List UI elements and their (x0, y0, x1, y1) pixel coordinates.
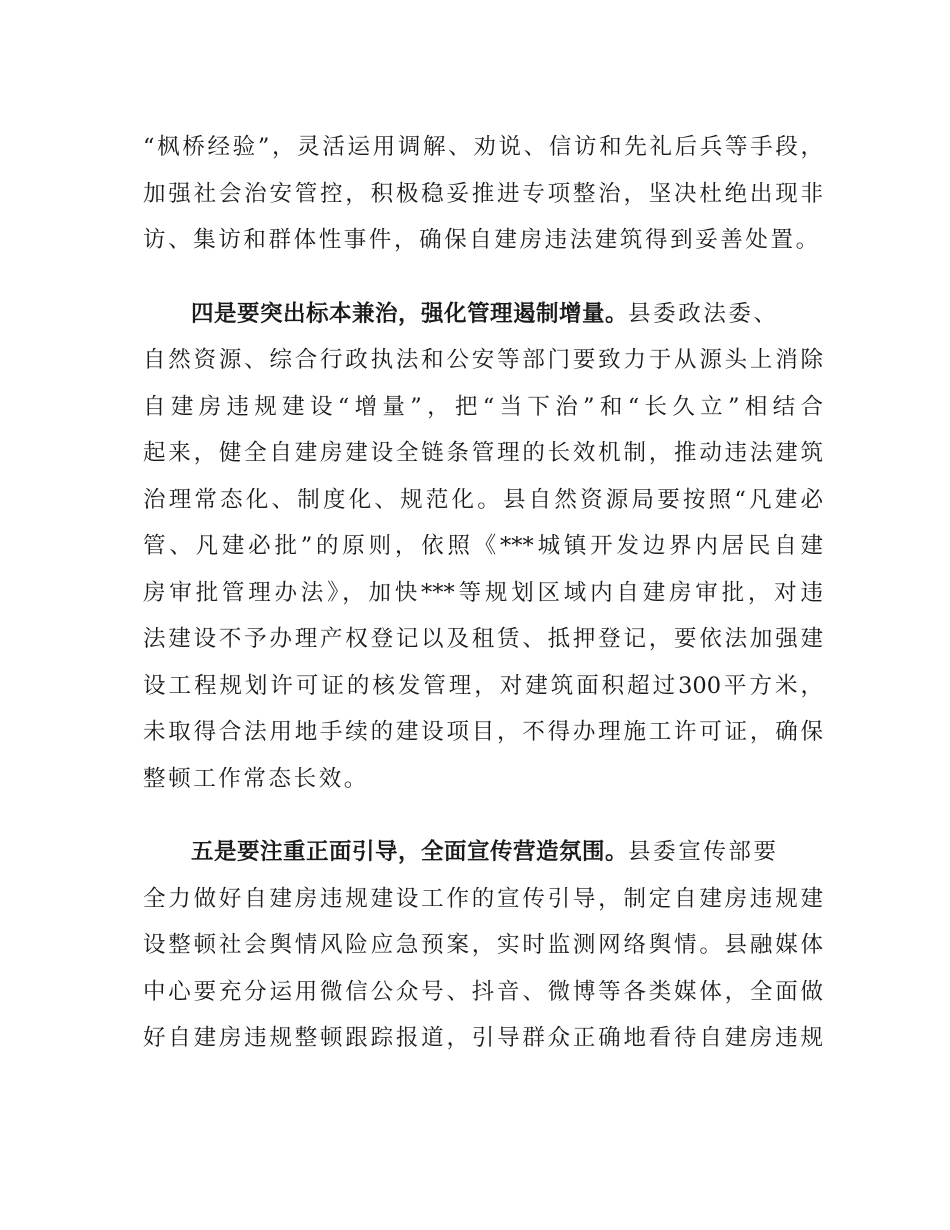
text-line: 房审批管理办法》，加快***等规划区域内自建房审批，对违 (143, 579, 823, 606)
paragraph-2 (143, 291, 823, 803)
paragraph-heading: 四是要突出标本兼治，强化管理遏制增量。 (191, 300, 629, 327)
document-page (143, 124, 823, 1062)
text-line: 整顿工作常态长效。 (143, 765, 369, 792)
text-line: 起来，健全自建房建设全链条管理的长效机制，推动违法建筑 (143, 440, 823, 466)
paragraph-3 (143, 829, 823, 1062)
text-line: “枫桥经验”，灵活运用调解、劝说、信访和先礼后兵等手段， (143, 134, 823, 160)
text-line: 设工程规划许可证的核发管理，对建筑面积超过300平方米， (143, 672, 823, 699)
text-line: 中心要充分运用微信公众号、抖音、微博等各类媒体，全面做 (143, 978, 823, 1005)
paragraph-heading: 五是要注重正面引导，全面宣传营造氛围。 (191, 839, 629, 865)
text-line: 好自建房违规整顿跟踪报道，引导群众正确地看待自建房违规 (143, 1025, 823, 1051)
text-line: 未取得合法用地手续的建设项目，不得办理施工许可证，确保 (143, 719, 823, 745)
text-line (143, 829, 823, 876)
heading-continuation: 县委宣传部要 (628, 839, 779, 865)
text-line: 管、凡建必批”的原则，依照《***城镇开发边界内居民自建 (143, 533, 823, 559)
text-line: 治理常态化、制度化、规范化。县自然资源局要按照“凡建必 (143, 486, 823, 513)
text-line (143, 291, 823, 338)
text-line: 访、集访和群体性事件，确保自建房违法建筑得到妥善处置。 (143, 227, 821, 253)
text-line: 加强社会治安管控，积极稳妥推进专项整治，坚决杜绝出现非 (143, 180, 823, 207)
text-line: 法建设不予办理产权登记以及租赁、抵押登记，要依法加强建 (143, 626, 823, 652)
text-line: 设整顿社会舆情风险应急预案，实时监测网络舆情。县融媒体 (143, 932, 823, 958)
text-line: 自然资源、综合行政执法和公安等部门要致力于从源头上消除 (143, 347, 823, 373)
heading-continuation: 县委政法委、 (628, 300, 779, 327)
text-line: 全力做好自建房违规建设工作的宣传引导，制定自建房违规建 (143, 885, 823, 912)
paragraph-1 (143, 124, 823, 264)
text-line: 自建房违规建设“增量”，把“当下治”和“长久立”相结合 (143, 393, 823, 420)
